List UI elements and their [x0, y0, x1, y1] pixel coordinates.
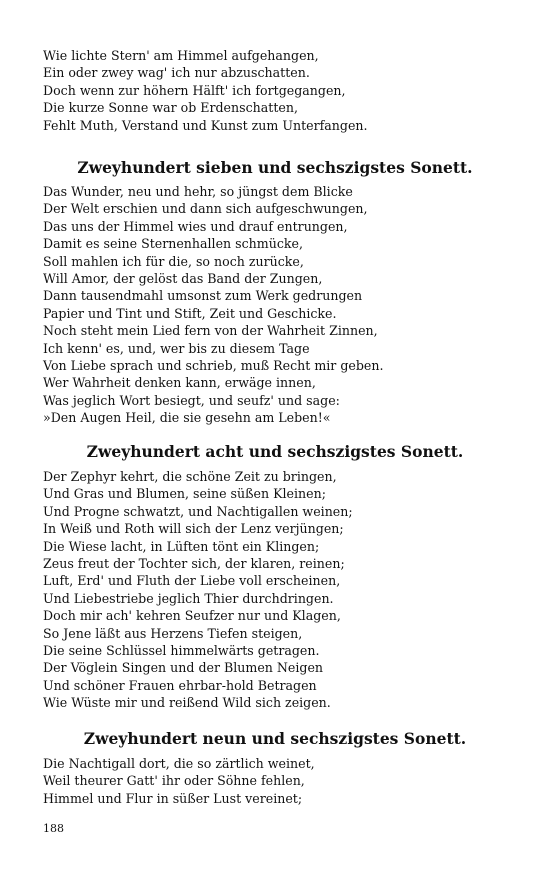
verse-line: Zeus freut der Tochter sich, der klaren, reinen;	[43, 556, 345, 572]
verse-line: Himmel und Flur in süßer Lust vereinet;	[43, 790, 303, 806]
verse-line: Wer Wahrheit denken kann, erwäge innen,	[43, 375, 316, 391]
verse-line: Wie Wüste mir und reißend Wild sich zeigen.	[43, 695, 331, 711]
verse-line: Was jeglich Wort besiegt, und seufz' und sage:	[43, 392, 340, 408]
page-number: 188	[43, 822, 64, 835]
verse-line: Papier und Tint und Stift, Zeit und Geschicke.	[43, 305, 337, 321]
verse-line: Die kurze Sonne war ob Erdenschatten,	[43, 100, 298, 116]
verse-line: Die seine Schlüssel himmelwärts getragen.	[43, 643, 320, 659]
verse-line: Die Wiese lacht, in Lüften tönt ein Klingen;	[43, 538, 320, 554]
verse-line: Die Nachtigall dort, die so zärtlich weinet,	[43, 756, 315, 771]
verse-line: Das Wunder, neu und hehr, so jüngst dem Blicke	[43, 184, 353, 199]
verse-line: Doch wenn zur höhern Hälft' ich fortgegangen,	[43, 82, 346, 98]
verse-line: Noch steht mein Lied fern von der Wahrheit Zinnen,	[43, 323, 378, 339]
sonnet-268-title: Zweyhundert acht und sechszigstes Sonett.	[86, 442, 464, 461]
verse-line: Der Vöglein Singen und der Blumen Neigen	[43, 660, 324, 676]
verse-line: Fehlt Muth, Verstand und Kunst zum Unterfangen.	[43, 117, 368, 133]
verse-line: Doch mir ach' kehren Seufzer nur und Klagen,	[43, 608, 341, 624]
verse-line: So Jene läßt aus Herzens Tiefen steigen,	[43, 625, 303, 641]
verse-line: Dann tausendmahl umsonst zum Werk gedrungen	[43, 288, 363, 304]
verse-line: Ein oder zwey wag' ich nur abzuschatten.	[43, 65, 310, 81]
previous-sonnet-ending	[43, 47, 513, 134]
verse-line: Wie lichte Stern' am Himmel aufgehangen,	[43, 48, 319, 63]
verse-line: Ich kenn' es, und, wer bis zu diesem Tage	[43, 340, 310, 356]
verse-line: Damit es seine Sternenhallen schmücke,	[43, 236, 303, 252]
sonnet-267-body	[43, 183, 513, 427]
verse-line: Und Gras und Blumen, seine süßen Kleinen;	[43, 486, 326, 502]
sonnet-269-title: Zweyhundert neun und sechszigstes Sonett.	[83, 729, 467, 748]
sonnet-269-body	[43, 755, 513, 807]
verse-line: »Den Augen Heil, die sie gesehn am Leben!«	[43, 410, 331, 426]
verse-line: Der Welt erschien und dann sich aufgeschwungen,	[43, 201, 368, 217]
verse-line: Und schöner Frauen ehrbar-hold Betragen	[43, 677, 317, 693]
verse-line: Luft, Erd' und Fluth der Liebe voll erscheinen,	[43, 573, 341, 589]
sonnet-268-body	[43, 468, 513, 712]
verse-line: Und Progne schwatzt, und Nachtigallen weinen;	[43, 503, 353, 519]
verse-line: Und Liebestriebe jeglich Thier durchdringen.	[43, 590, 334, 606]
verse-line: In Weiß und Roth will sich der Lenz verjüngen;	[43, 521, 344, 537]
verse-line: Das uns der Himmel wies und drauf entrungen,	[43, 218, 348, 234]
verse-line: Von Liebe sprach und schrieb, muß Recht mir geben.	[43, 358, 384, 374]
verse-line: Der Zephyr kehrt, die schöne Zeit zu bringen,	[43, 469, 337, 484]
sonnet-267-title: Zweyhundert sieben und sechszigstes Sonett.	[77, 158, 473, 177]
verse-line: Will Amor, der gelöst das Band der Zungen,	[43, 271, 323, 287]
verse-line: Weil theurer Gatt' ihr oder Söhne fehlen,	[43, 773, 305, 789]
verse-line: Soll mahlen ich für die, so noch zurücke,	[43, 253, 304, 269]
